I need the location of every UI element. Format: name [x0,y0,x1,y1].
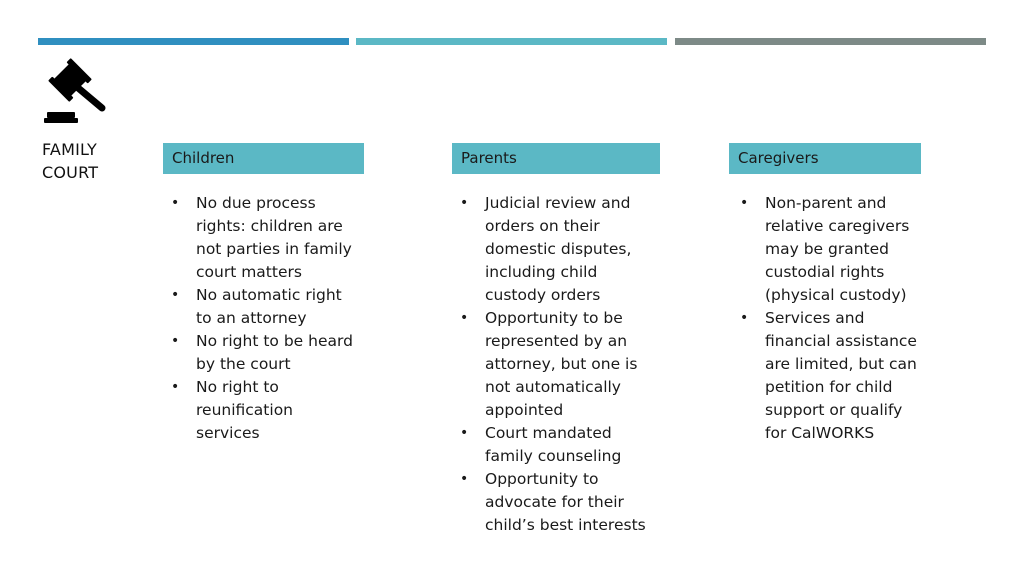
top-bar-gray [675,38,986,45]
list-item: • Non-parent and relative caregivers may be granted custodial rights (physical custody) [739,192,924,307]
list-item: • Court mandated family counseling [459,422,659,468]
column-header-caregivers: Caregivers [729,143,921,174]
side-title [42,138,112,184]
list-item: • No automatic right to an attorney [170,284,360,330]
side-title-text: FAMILY COURT [42,140,99,182]
children-bullet-list [170,192,360,445]
list-item: • Opportunity to advocate for their child’s best interests [459,468,659,537]
top-bar-teal [356,38,667,45]
top-bar-blue [38,38,349,45]
column-header-children: Children [163,143,364,174]
gavel-icon [44,58,108,124]
parents-bullet-list [459,192,659,537]
list-item: • Services and financial assistance are limited, but can petition for child support or qualify for CalWORKS [739,307,924,445]
list-item: • Judicial review and orders on their domestic disputes, including child custody orders [459,192,659,307]
caregivers-bullet-list [739,192,924,445]
column-header-parents: Parents [452,143,660,174]
list-item: • No due process rights: children are not parties in family court matters [170,192,360,284]
list-item: • No right to reunification services [170,376,360,445]
list-item: • Opportunity to be represented by an attorney, but one is not automatically appointed [459,307,659,422]
list-item: • No right to be heard by the court [170,330,360,376]
